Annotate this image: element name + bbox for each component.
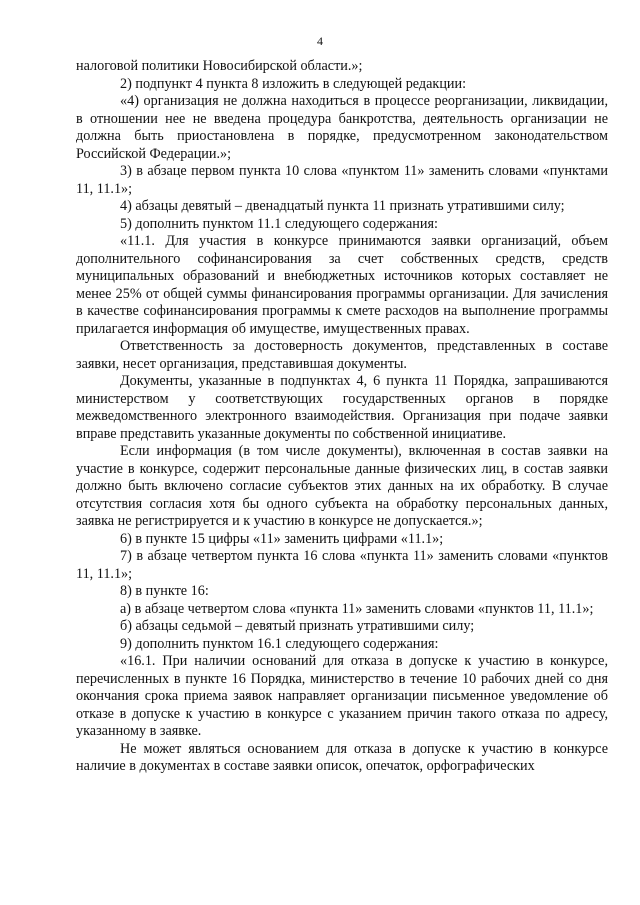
- paragraph: Не может являться основанием для отказа в допуске к участию в конкурсе наличие в документах в составе заявки описок, опечаток, орфографических: [76, 740, 608, 774]
- paragraph: 8) в пункте 16:: [120, 583, 209, 599]
- paragraph: Ответственность за достоверность документов, представленных в составе заявки, несет организация, представившая документы.: [76, 338, 608, 372]
- paragraph: Если информация (в том числе документы), включенная в состав заявки на участие в конкурсе, содержит персональные данные физических лиц, в состав заявки должно быть включено согласие субъектов этих данных на их обработку. В случае отсутствия согласия хотя бы одного субъекта на обработку персональных данных, заявка не регистрируется и к участию в конкурсе не допускается.»;: [76, 443, 608, 529]
- paragraph: «4) организация не должна находиться в процессе реорганизации, ликвидации, в отношении нее не введена процедура банкротства, деятельность организации не должна быть приостановлена в порядке, предусмотренном законодательством Российской Федерации.»;: [76, 93, 608, 162]
- paragraph: налоговой политики Новосибирской области.»;: [76, 58, 363, 74]
- paragraph: 3) в абзаце первом пункта 10 слова «пунктом 11» заменить словами «пунктами 11, 11.1»;: [76, 163, 608, 197]
- paragraph: Документы, указанные в подпунктах 4, 6 пункта 11 Порядка, запрашиваются министерством у соответствующих государственных органов в порядке межведомственного электронного взаимодействия. Организация при подаче заявки вправе представить указанные документы по собственной инициативе.: [76, 373, 608, 442]
- paragraph: 5) дополнить пунктом 11.1 следующего содержания:: [120, 215, 438, 232]
- paragraph: а) в абзаце четвертом слова «пункта 11» заменить словами «пунктов 11, 11.1»;: [120, 600, 594, 617]
- paragraph: «11.1. Для участия в конкурсе принимаются заявки организаций, объем дополнительного софинансирования за счет собственных средств, средств муниципальных образований и внебюджетных источников которых составляет не менее 25% от общей суммы финансирования программы организации. Для зачисления в качестве софинансирования программы к смете расходов на выполнение программы прилагается информация об имуществе, имущественных правах.: [76, 233, 608, 337]
- paragraph: «16.1. При наличии оснований для отказа в допуске к участию в конкурсе, перечисленных в пункте 16 Порядка, министерство в течение 10 рабочих дней со дня окончания срока приема заявок направляет организации письменное уведомление об отказе в допуске к участию в конкурсе с указанием причин такого отказа по адресу, указанному в заявке.: [76, 653, 608, 739]
- document-body: [76, 58, 608, 776]
- page-number: 4: [317, 34, 323, 48]
- paragraph: 7) в абзаце четвертом пункта 16 слова «пункта 11» заменить словами «пунктов 11, 11.1»;: [76, 548, 608, 582]
- paragraph: 2) подпункт 4 пункта 8 изложить в следующей редакции:: [120, 75, 467, 92]
- paragraph: 4) абзацы девятый – двенадцатый пункта 11 признать утратившими силу;: [120, 198, 565, 214]
- paragraph: 9) дополнить пунктом 16.1 следующего содержания:: [120, 635, 439, 652]
- paragraph: б) абзацы седьмой – девятый признать утратившими силу;: [120, 618, 475, 634]
- paragraph: 6) в пункте 15 цифры «11» заменить цифрами «11.1»;: [120, 530, 444, 547]
